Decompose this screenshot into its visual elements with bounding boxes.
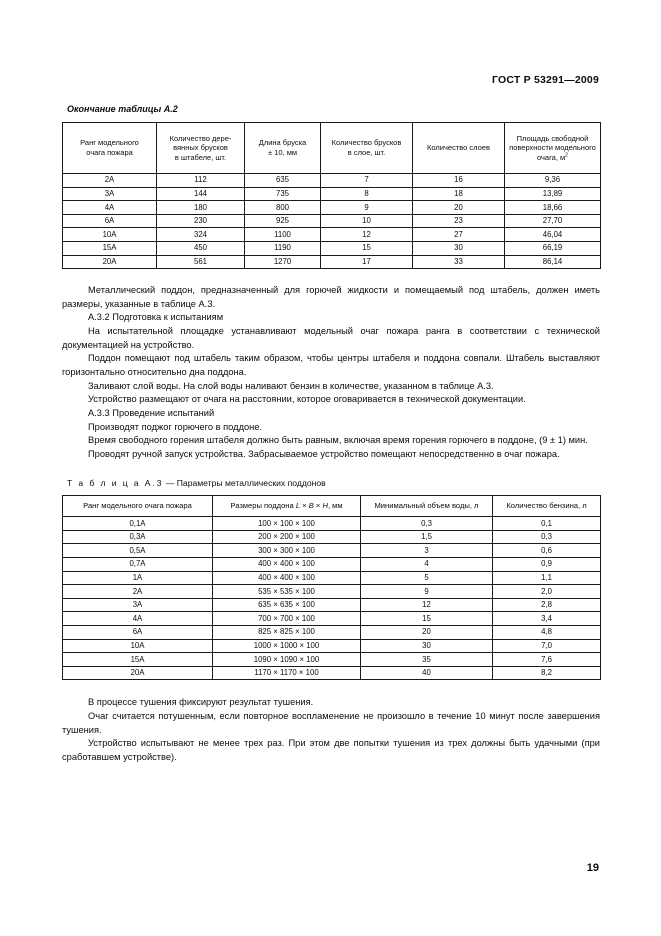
table-a3-col-min-water-volume: Минимальный объем воды, л <box>361 495 493 517</box>
table-row <box>63 558 601 572</box>
header-line: Количество слоев <box>427 143 490 153</box>
cell: 27 <box>413 228 505 242</box>
cell: 300 × 300 × 100 <box>213 544 361 558</box>
cell: 1,1 <box>493 571 601 585</box>
cell: 230 <box>157 214 245 228</box>
cell: 180 <box>157 201 245 215</box>
page-number: 19 <box>586 862 599 874</box>
table-row <box>63 544 601 558</box>
cell: 0,9 <box>493 558 601 572</box>
cell: 825 × 825 × 100 <box>213 626 361 640</box>
cell: 0,3 <box>493 530 601 544</box>
cell: 3,4 <box>493 612 601 626</box>
cell: 10А <box>63 228 157 242</box>
cell: 400 × 400 × 100 <box>213 571 361 585</box>
cell: 12 <box>361 598 493 612</box>
table-row <box>63 598 601 612</box>
cell: 7 <box>321 174 413 188</box>
cell: 0,5А <box>63 544 213 558</box>
cell: 7,6 <box>493 653 601 667</box>
cell: 10А <box>63 639 213 653</box>
cell: 100 × 100 × 100 <box>213 517 361 531</box>
cell: 6А <box>63 626 213 640</box>
table-a2-col-bars-per-layer <box>321 123 413 174</box>
cell: 0,6 <box>493 544 601 558</box>
header-line: Ранг модельного <box>80 138 139 148</box>
table-row <box>63 174 601 188</box>
cell: 8 <box>321 187 413 201</box>
table-row <box>63 255 601 269</box>
cell: 9 <box>321 201 413 215</box>
header-text: Размеры поддона <box>230 501 296 511</box>
table-a2-col-free-surface-area <box>505 123 601 174</box>
header-text: , мм <box>327 501 343 511</box>
cell: 144 <box>157 187 245 201</box>
cell: 1170 × 1170 × 100 <box>213 666 361 680</box>
cell: 0,1 <box>493 517 601 531</box>
cell: 1270 <box>245 255 321 269</box>
cell: 23 <box>413 214 505 228</box>
cell: 15 <box>361 612 493 626</box>
cell: 400 × 400 × 100 <box>213 558 361 572</box>
page-content <box>62 104 600 765</box>
table-row <box>63 201 601 215</box>
table-row <box>63 214 601 228</box>
header-line <box>507 153 598 163</box>
table-a3-header-row <box>63 495 601 517</box>
table-row <box>63 530 601 544</box>
table-a3-col-rank: Ранг модельного очага пожара <box>63 495 213 517</box>
symbol-b: B <box>308 501 314 511</box>
table-a3-caption <box>67 478 600 488</box>
header-line: в штабеле, шт. <box>174 152 227 162</box>
table-a2-caption: Окончание таблицы А.2 <box>67 104 178 114</box>
cell: 27,70 <box>505 214 601 228</box>
header-line: Количество брусков <box>331 138 402 148</box>
paragraph-heading-a32: А.3.2 Подготовка к испытаниям <box>88 312 224 323</box>
cell: 3 <box>361 544 493 558</box>
table-a3-caption-prefix: Т а б л и ц а А.3 <box>67 477 164 488</box>
cell: 735 <box>245 187 321 201</box>
cell: 4,8 <box>493 626 601 640</box>
cell: 6А <box>63 214 157 228</box>
cell: 700 × 700 × 100 <box>213 612 361 626</box>
symbol-l: L <box>295 501 301 511</box>
table-a3-col-petrol-amount: Количество бензина, л <box>493 495 601 517</box>
cell: 112 <box>157 174 245 188</box>
paragraph-heading-a33: А.3.3 Проведение испытаний <box>88 408 215 419</box>
cell: 1,5 <box>361 530 493 544</box>
symbol-h: H <box>322 501 328 511</box>
cell: 17 <box>321 255 413 269</box>
multiplication-sign: × <box>313 501 323 511</box>
paragraph: Проводят ручной запуск устройства. Забрасываемое устройство помещают непосредственно в очаг пожара. <box>88 449 560 460</box>
table-a2-col-bar-count <box>157 123 245 174</box>
cell: 1190 <box>245 241 321 255</box>
cell: 33 <box>413 255 505 269</box>
cell: 13,89 <box>505 187 601 201</box>
table-row <box>63 626 601 640</box>
multiplication-sign: × <box>300 501 309 511</box>
table-a3-caption-rest: — Параметры металлических поддонов <box>163 477 326 488</box>
cell: 40 <box>361 666 493 680</box>
cell: 0,7А <box>63 558 213 572</box>
cell: 0,3 <box>361 517 493 531</box>
cell: 8,2 <box>493 666 601 680</box>
header-line: Количество дере- <box>169 133 232 143</box>
cell: 35 <box>361 653 493 667</box>
table-row <box>63 187 601 201</box>
paragraph: Время свободного горения штабеля должно быть равным, включая время горения горючего в поддоне, (9 ± 1) мин. <box>88 435 588 446</box>
document-header-standard-id: ГОСТ Р 53291—2009 <box>491 74 599 86</box>
cell: 20 <box>413 201 505 215</box>
cell: 20А <box>63 255 157 269</box>
cell: 635 <box>245 174 321 188</box>
cell: 12 <box>321 228 413 242</box>
table-row <box>63 241 601 255</box>
cell: 925 <box>245 214 321 228</box>
table-a2-body <box>63 174 601 269</box>
cell: 15А <box>63 241 157 255</box>
cell: 3А <box>63 187 157 201</box>
cell: 15А <box>63 653 213 667</box>
cell: 4А <box>63 612 213 626</box>
cell: 30 <box>361 639 493 653</box>
cell: 9 <box>361 585 493 599</box>
cell: 30 <box>413 241 505 255</box>
cell: 4А <box>63 201 157 215</box>
header-line: ± 10, мм <box>267 148 298 157</box>
table-row <box>63 228 601 242</box>
cell: 46,04 <box>505 228 601 242</box>
cell: 9,36 <box>505 174 601 188</box>
cell: 3А <box>63 598 213 612</box>
cell: 450 <box>157 241 245 255</box>
cell: 66,19 <box>505 241 601 255</box>
cell: 535 × 535 × 100 <box>213 585 361 599</box>
table-a2-col-layers <box>413 123 505 174</box>
cell: 1090 × 1090 × 100 <box>213 653 361 667</box>
table-row <box>63 639 601 653</box>
cell: 1А <box>63 571 213 585</box>
paragraph: В процессе тушения фиксируют результат тушения. <box>88 697 314 708</box>
table-a2-col-bar-length <box>245 123 321 174</box>
cell: 86,14 <box>505 255 601 269</box>
section-a32-text <box>62 284 600 462</box>
cell: 200 × 200 × 100 <box>213 530 361 544</box>
cell: 18,66 <box>505 201 601 215</box>
header-line: Длина бруска <box>258 138 307 148</box>
cell: 20 <box>361 626 493 640</box>
paragraph: Устройство размещают от очага на расстоянии, которое оговаривается в технической документации. <box>88 394 526 405</box>
cell: 10 <box>321 214 413 228</box>
cell: 15 <box>321 241 413 255</box>
table-a3-body <box>63 517 601 680</box>
cell: 1100 <box>245 228 321 242</box>
paragraph: На испытательной площадке устанавливают модельный очаг пожара ранга в соответствии с технической документацией на устройство. <box>62 326 600 350</box>
header-line: вянных брусков <box>173 143 228 153</box>
table-row <box>63 585 601 599</box>
paragraph: Очаг считается потушенным, если повторное воспламенение не произошло в течение 10 минут после завершения тушения. <box>62 711 600 735</box>
paragraph: Устройство испытывают не менее трех раз. При этом две попытки тушения из трех должны быть удачными (при сработавшем устройстве). <box>62 738 600 763</box>
cell: 4 <box>361 558 493 572</box>
header-line: очага пожара <box>86 148 133 157</box>
cell: 2,0 <box>493 585 601 599</box>
header-line: в слое, шт. <box>347 148 386 157</box>
cell: 2А <box>63 585 213 599</box>
table-row <box>63 517 601 531</box>
cell: 324 <box>157 228 245 242</box>
table-a3-col-pan-dimensions <box>213 495 361 517</box>
cell: 1000 × 1000 × 100 <box>213 639 361 653</box>
table-row <box>63 571 601 585</box>
table-a3 <box>62 495 601 681</box>
table-a2-col-rank <box>63 123 157 174</box>
paragraph: Заливают слой воды. На слой воды наливают бензин в количестве, указанном в таблице А.3. <box>88 380 494 391</box>
table-row <box>63 612 601 626</box>
cell: 20А <box>63 666 213 680</box>
cell: 2,8 <box>493 598 601 612</box>
cell: 5 <box>361 571 493 585</box>
paragraph: Поддон помещают под штабель таким образом, чтобы центры штабеля и поддона совпали. Штабель выставляют горизонтально относительно дна поддона. <box>62 353 600 378</box>
table-a2 <box>62 122 601 269</box>
paragraph: Производят поджог горючего в поддоне. <box>88 421 263 432</box>
cell: 800 <box>245 201 321 215</box>
cell: 2А <box>63 174 157 188</box>
cell: 16 <box>413 174 505 188</box>
header-line-text: очага, м <box>537 152 566 162</box>
header-line: поверхности модельного <box>509 143 596 153</box>
cell: 561 <box>157 255 245 269</box>
closing-text <box>62 696 600 764</box>
table-row <box>63 653 601 667</box>
cell: 0,1А <box>63 517 213 531</box>
paragraph: Металлический поддон, предназначенный для горючей жидкости и помещаемый под штабель, должен иметь размеры, указанные в таблице А.3. <box>62 285 600 309</box>
table-row <box>63 666 601 680</box>
header-line: Площадь свободной <box>516 133 589 143</box>
cell: 7,0 <box>493 639 601 653</box>
cell: 635 × 635 × 100 <box>213 598 361 612</box>
cell: 18 <box>413 187 505 201</box>
superscript: 2 <box>565 152 568 159</box>
table-a2-header-row <box>63 123 601 174</box>
cell: 0,3А <box>63 530 213 544</box>
